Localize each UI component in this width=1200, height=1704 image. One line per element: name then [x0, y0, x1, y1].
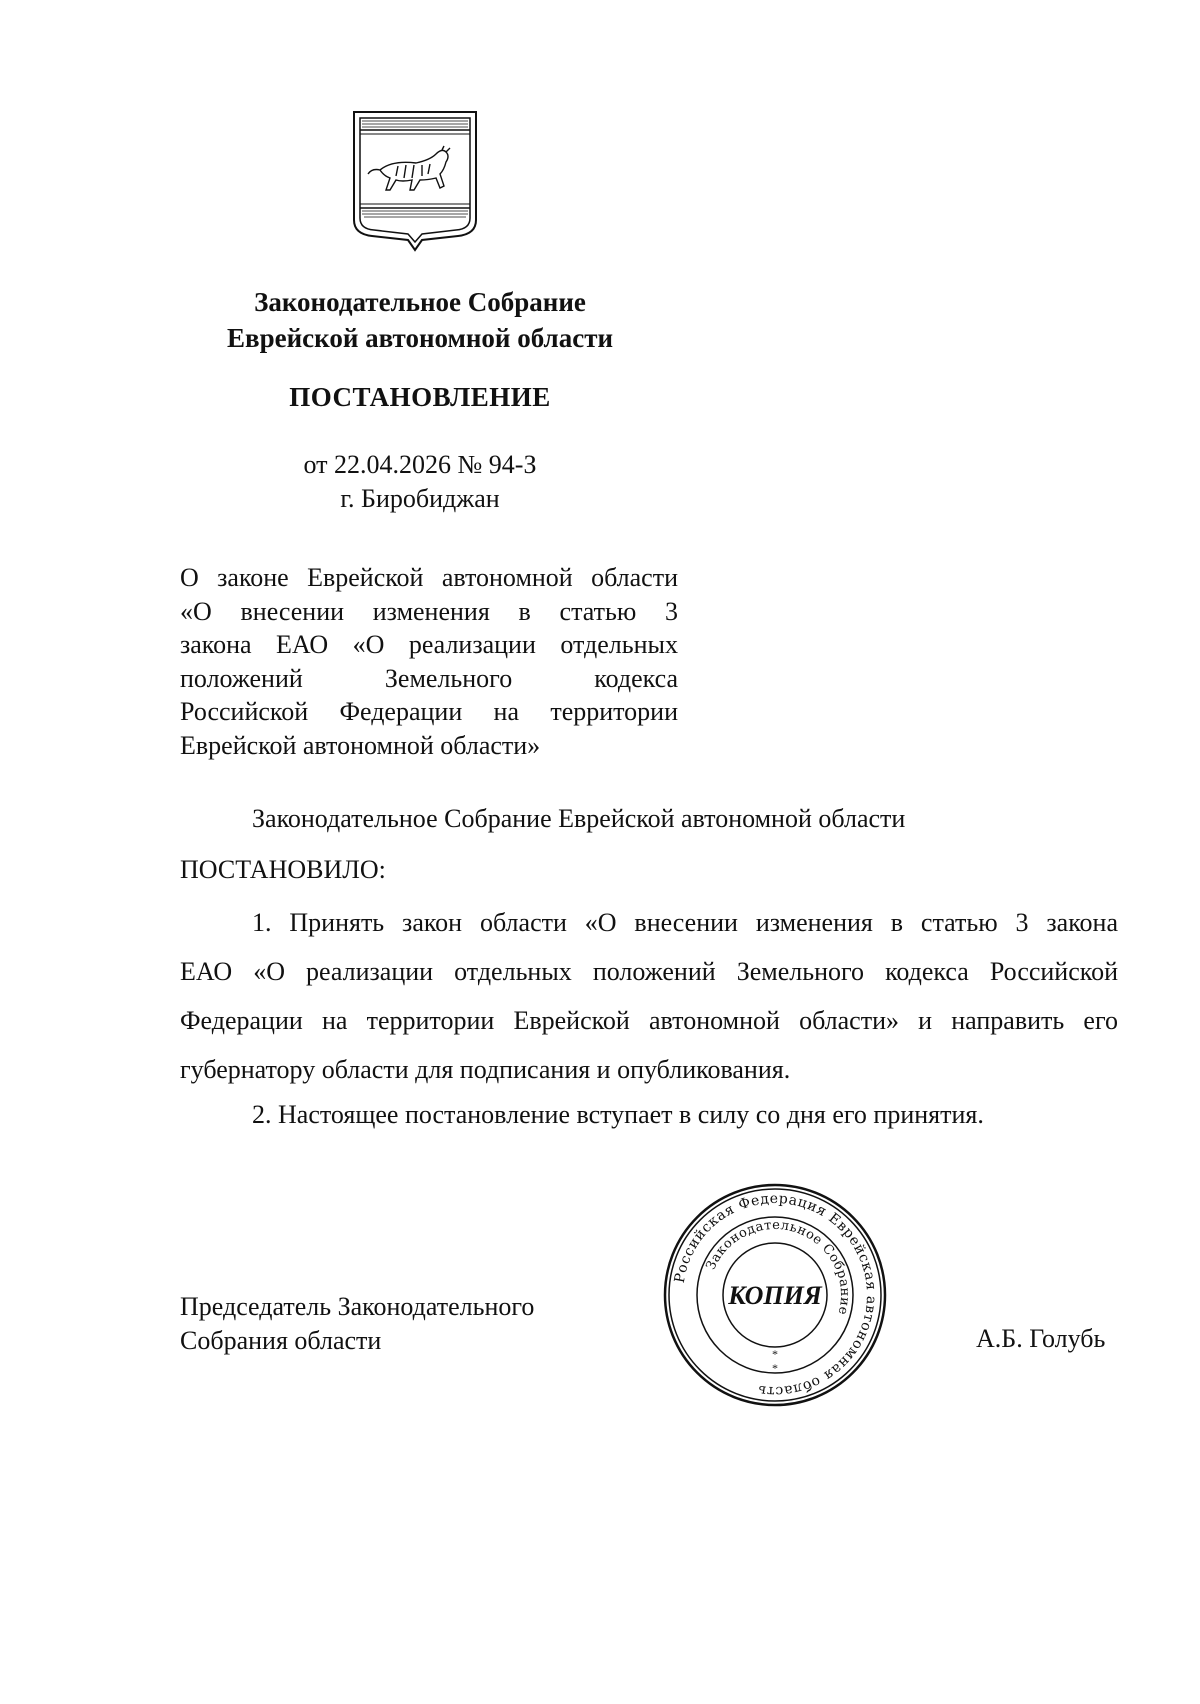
org-line-1: Законодательное Собрание	[254, 287, 586, 317]
seal-star-icon: *	[772, 1347, 778, 1361]
subject-line: закона ЕАО «О реализации отдельных	[180, 630, 678, 659]
item-1	[180, 898, 1118, 1094]
signatory-title	[180, 1290, 534, 1358]
signatory-name: А.Б. Голубь	[976, 1324, 1106, 1353]
seal-star-icon: *	[772, 1361, 778, 1375]
date-number-block	[160, 448, 680, 516]
subject-line: Еврейской автономной области»	[180, 730, 541, 760]
item-2: 2. Настоящее постановление вступает в силу со дня его принятия.	[252, 1100, 984, 1129]
subject-line: положений Земельного кодекса	[180, 663, 678, 693]
city: г. Биробиджан	[340, 484, 500, 513]
item-1-line: 1. Принять закон области «О внесении изменения в статью 3 закона	[252, 908, 1118, 937]
preamble: Законодательное Собрание Еврейской автономной области	[252, 804, 906, 833]
subject-line: О законе Еврейской автономной области	[180, 563, 678, 592]
organization-name	[160, 284, 680, 356]
seal-inner-text: Законодательное Собрание	[703, 1217, 853, 1317]
tiger-icon	[368, 146, 450, 190]
signatory-title-line-1: Председатель Законодательного	[180, 1292, 535, 1321]
signatory-title-line-2: Собрания области	[180, 1326, 382, 1355]
seal-center-text: КОПИЯ	[728, 1281, 822, 1310]
subject-line: «О внесении изменения в статью 3	[180, 596, 678, 626]
item-1-line: Федерации на территории Еврейской автономной области» и направить его	[180, 1006, 1118, 1035]
document-type: ПОСТАНОВЛЕНИЕ	[289, 382, 551, 412]
org-line-2: Еврейской автономной области	[226, 323, 614, 353]
coat-of-arms-icon	[350, 108, 480, 256]
date-number: от 22.04.2026 № 94-З	[303, 450, 537, 479]
official-seal-stamp	[660, 1180, 890, 1410]
subject-line: Российской Федерации на территории	[180, 697, 678, 726]
subject-block	[180, 561, 678, 762]
item-1-line: ЕАО «О реализации отдельных положений Земельного кодекса Российской	[180, 957, 1118, 986]
seal-outer-text: Российская Федерация Еврейская автономная область	[671, 1190, 880, 1400]
resolved-heading: ПОСТАНОВИЛО:	[180, 855, 386, 884]
item-1-line: губернатору области для подписания и опубликования.	[180, 1055, 791, 1084]
